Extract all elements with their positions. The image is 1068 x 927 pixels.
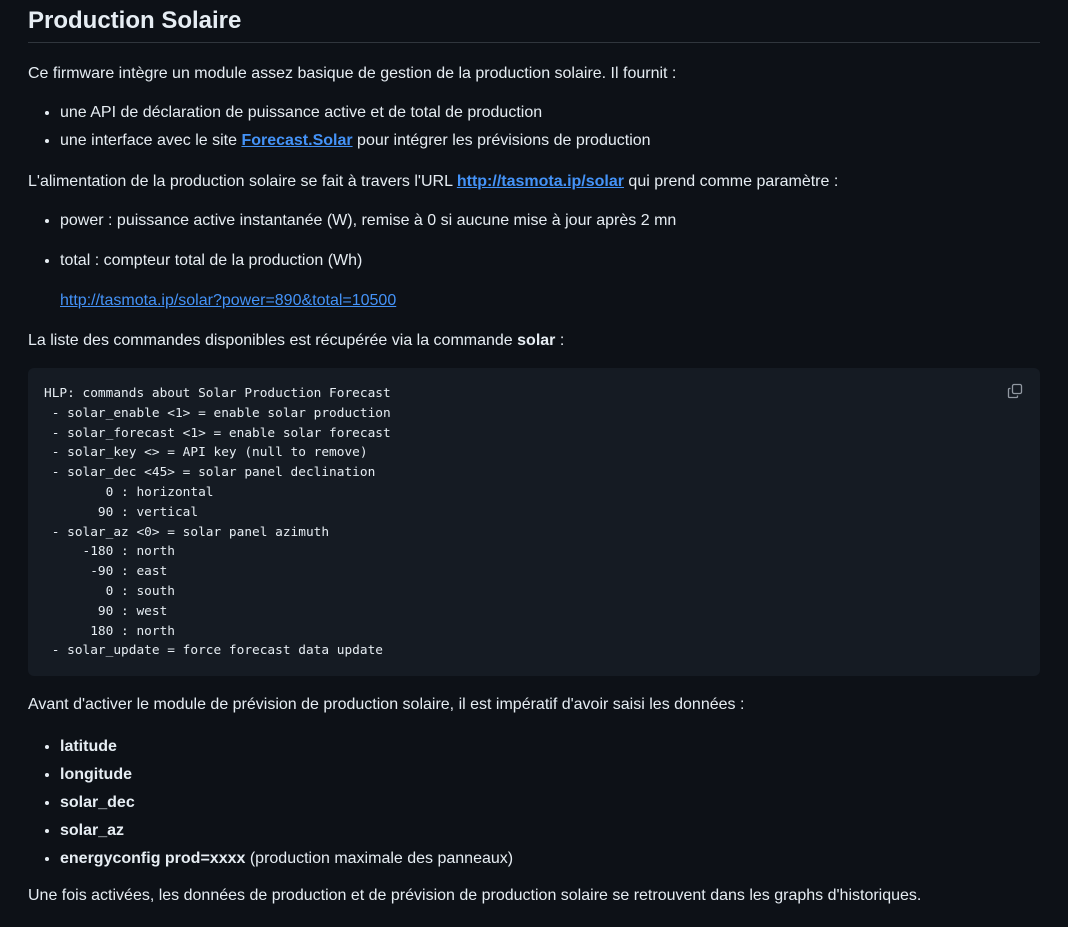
- section-heading: Production Solaire: [28, 0, 1040, 43]
- example-url-paragraph: [60, 289, 396, 313]
- prereq-intro-text: Avant d'activer le module de prévision de production solaire, il est impératif d'avoir saisi les données :: [28, 696, 745, 713]
- code-content[interactable]: HLP: commands about Solar Production Forecast - solar_enable <1> = enable solar production - solar_forecast <1> = enable solar forecast - solar_key <> = API key (null to remove) - solar_dec <45> = solar panel declination 0 : horizontal 90 : vertical - solar_az <0> = solar panel azimuth -180 : north -90 : east 0 : south 90 : west 180 : north - solar_update = force forecast data update: [44, 386, 391, 659]
- prereq-latitude: latitude: [60, 738, 117, 755]
- list-item: [60, 761, 513, 789]
- param-power: power : puissance active instantanée (W), remise à 0 si aucune mise à jour après 2 mn: [60, 212, 677, 229]
- commands-paragraph: [28, 329, 564, 353]
- commands-text-after: :: [555, 332, 565, 349]
- feature-text: une API de déclaration de puissance active et de total de production: [60, 104, 543, 121]
- prereq-longitude: longitude: [60, 766, 132, 783]
- list-item: [60, 101, 651, 125]
- example-url-link[interactable]: http://tasmota.ip/solar?power=890&total=10500: [60, 292, 397, 309]
- list-item: [60, 845, 513, 873]
- solar-url-link[interactable]: http://tasmota.ip/solar: [456, 173, 624, 190]
- prereq-solar-az: solar_az: [60, 822, 125, 839]
- features-list: [28, 101, 651, 153]
- prereq-energyconfig: energyconfig prod=xxxx: [60, 850, 246, 867]
- code-block: [28, 368, 1040, 676]
- commands-text-before: La liste des commandes disponibles est récupérée via la commande: [28, 332, 518, 349]
- list-item: [60, 209, 676, 233]
- list-item: [60, 817, 513, 845]
- intro-paragraph: [28, 62, 676, 86]
- feed-paragraph: [28, 170, 838, 194]
- list-item: [60, 249, 362, 273]
- param-total: total : compteur total de la production (Wh): [60, 252, 363, 269]
- copy-button[interactable]: [1004, 380, 1026, 402]
- feature-text-after: pour intégrer les prévisions de production: [352, 132, 651, 149]
- prereq-energyconfig-note: (production maximale des panneaux): [245, 850, 514, 867]
- copy-icon: [1007, 383, 1023, 399]
- params-list: [28, 209, 676, 233]
- prereq-solar-dec: solar_dec: [60, 794, 135, 811]
- list-item: [60, 129, 651, 153]
- prereq-intro-paragraph: [28, 693, 744, 717]
- feed-text-after: qui prend comme paramètre :: [623, 173, 839, 190]
- outro-text: Une fois activées, les données de production et de prévision de production solaire se retrouvent dans les graphs d'historiques.: [28, 887, 922, 904]
- list-item: [60, 733, 513, 761]
- list-item: [60, 789, 513, 817]
- feature-text-before: une interface avec le site: [60, 132, 242, 149]
- forecast-solar-link[interactable]: Forecast.Solar: [241, 132, 353, 149]
- intro-text: Ce firmware intègre un module assez basique de gestion de la production solaire. Il fournit :: [28, 65, 677, 82]
- prereq-list: [28, 733, 513, 873]
- feed-text-before: L'alimentation de la production solaire se fait à travers l'URL: [28, 173, 457, 190]
- params-list-2: [28, 249, 362, 273]
- command-name: solar: [517, 332, 556, 349]
- outro-paragraph: [28, 884, 921, 908]
